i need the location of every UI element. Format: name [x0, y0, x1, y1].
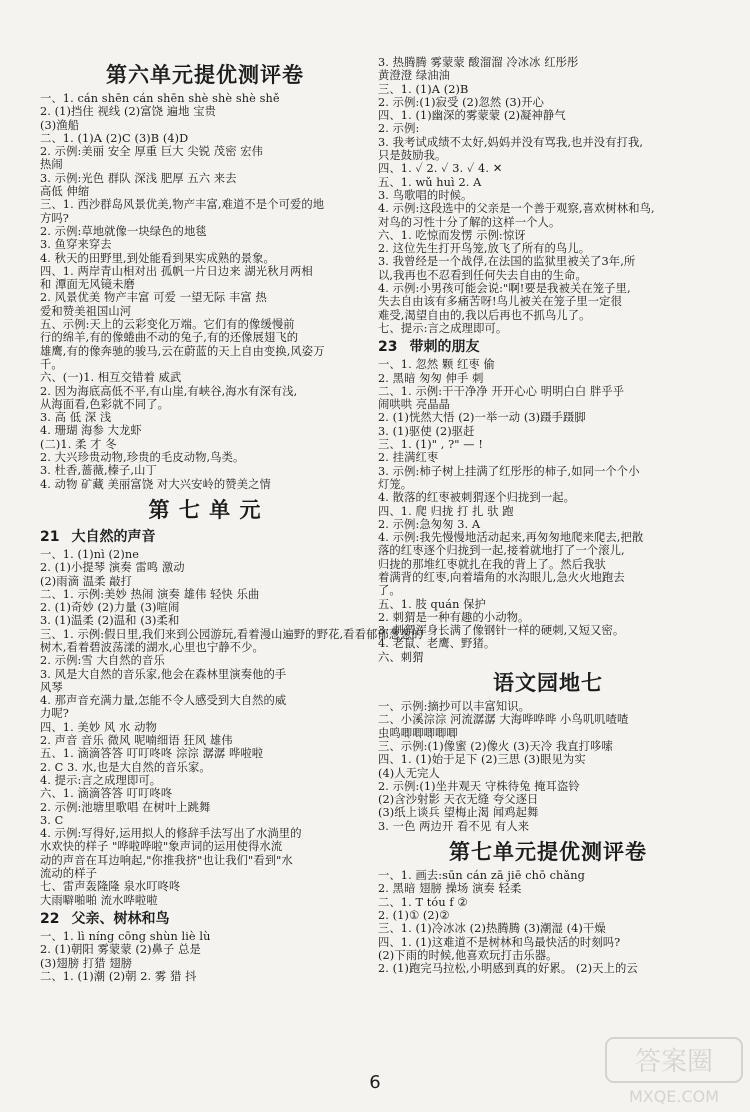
answer-line: 一、1. cán shēn cán shēn shè shè shè shě — [40, 92, 280, 105]
answer-line: 2. 示例: — [378, 122, 420, 136]
answer-line: 三、示例:(1)像蜜 (2)像火 (3)天冷 我直打哆嗦 — [378, 739, 613, 753]
answer-line: (2)含沙射影 天衣无缝 夸父逐日 — [378, 793, 539, 807]
section-heading: 第 七 单 元 — [148, 497, 262, 522]
answer-line: 三、1. (1)" , ?" — ! — [378, 438, 484, 452]
answer-line: 二、1. 示例:美妙 热闹 演奏 雄伟 轻快 乐曲 — [40, 587, 260, 601]
answer-line: 六、刺猬 — [378, 650, 424, 664]
answer-line: 2. 示例:美丽 安全 厚重 巨大 尖锐 茂密 宏伟 — [40, 145, 264, 159]
answer-line: 3. C — [40, 813, 64, 827]
lesson-number: 23 — [378, 339, 398, 356]
answer-line: 闹哄哄 亮晶晶 — [378, 398, 451, 412]
lesson-heading — [40, 909, 370, 930]
lesson-title: 大自然的声音 — [71, 528, 156, 545]
answer-line: 树木,看着碧波荡漾的湖水,心里也宁静不少。 — [40, 640, 264, 654]
answer-line: 4. 散落的红枣被刺猬逐个归拢到一起。 — [378, 491, 576, 505]
answer-line: 2. 挂满红枣 — [378, 451, 439, 465]
answer-line: 2. (1)小提琴 演奏 雷鸣 激动 — [40, 561, 185, 575]
answer-line: 2. 示例:(1)寂受 (2)忽然 (3)开心 — [378, 95, 545, 109]
answer-line: 2. 因为海底高低不平,有山崖,有峡谷,海水有深有浅, — [40, 384, 298, 398]
answer-line: 六、1. 吃惊而发愣 示例:惊讶 — [378, 228, 526, 242]
answer-line: 4. 秋天的田野里,到处能看到果实成熟的景象。 — [40, 251, 275, 265]
answer-line: 2. 黑暗 翅膀 操场 演奏 轻柔 — [378, 882, 522, 896]
answer-line: 五、示例:天上的云彩变化万端。它们有的像缓慢前 — [40, 318, 295, 332]
answer-line: (3)渔船 — [40, 118, 80, 132]
answer-line: 一、1. (1)nì (2)ne — [40, 547, 140, 561]
answer-line: 3. 我曾经是一个战俘,在法国的监狱里被关了3年,所 — [378, 255, 636, 269]
answer-line: 2. (1)奇妙 (2)力量 (3)喧闹 — [40, 601, 180, 615]
answer-line: 二、1. (1)潮 (2)朝 2. 雾 猎 抖 — [40, 969, 197, 983]
answer-line: 3. 热腾腾 雾蒙蒙 酸溜溜 冷冰冰 红彤彤 — [378, 56, 579, 69]
answer-line: 雄鹰,有的像奔驰的骏马,云在蔚蓝的天上自由变换,风姿万 — [40, 344, 325, 358]
answer-line: 4. 珊瑚 海参 大龙虾 — [40, 424, 142, 438]
lesson-heading — [40, 527, 370, 548]
answer-line: 2. 示例:草地就像一块绿色的地毯 — [40, 224, 207, 238]
answer-line: 4. 老鼠、老鹰、野猪。 — [378, 637, 496, 651]
lesson-number: 21 — [40, 528, 60, 545]
answer-line: 3. (1)温柔 (2)温和 (3)柔和 — [40, 614, 180, 628]
answer-line: 四、1. 两岸青山相对出 孤帆一片日边来 湖光秋月两相 — [40, 264, 313, 278]
answer-line: 一、示例:摘抄可以丰富知识。 — [378, 700, 531, 714]
watermark-title: 答案圈 — [634, 1047, 714, 1077]
watermark-url: MXQE.COM — [628, 1087, 720, 1106]
answer-line: 二、1. 示例:干干净净 开开心心 明明白白 胖乎乎 — [378, 384, 625, 398]
answer-line: 2. 示例:雪 大自然的音乐 — [40, 654, 165, 668]
section-heading: 第七单元提优测评卷 — [449, 840, 647, 865]
answer-line: 4. 动物 矿藏 美丽富饶 对大兴安岭的赞美之情 — [40, 477, 271, 491]
answer-line: 3. 杜香,蔷薇,榛子,山丁 — [40, 464, 157, 478]
answer-line: 2. 风景优美 物产丰富 可爱 一望无际 丰富 热 — [40, 291, 267, 305]
answer-line: 了。 — [378, 584, 401, 598]
answer-line: 风琴 — [40, 680, 63, 694]
answer-line: 二、1. T tóu f ② — [378, 895, 468, 909]
answer-line: 4. 那声音充满力量,怎能不令人感受到大自然的威 — [40, 694, 287, 708]
answer-line: 落的红枣逐个归拢到一起,接着就地打了一个滚儿, — [378, 544, 625, 558]
answer-line: 力呢? — [40, 707, 69, 721]
answer-line: 4. 示例:这段选中的父亲是一个善于观察,喜欢树林和鸟, — [378, 202, 655, 216]
answer-line: 以,我再也不忍看到任何失去自由的生命。 — [378, 268, 587, 282]
answer-line: 3. 我考试成绩不太好,妈妈并没有骂我,也并没有打我, — [378, 135, 644, 149]
answer-line: 和 潭面无风镜未磨 — [40, 278, 135, 292]
answer-line: (2)下雨的时候,他喜欢玩打击乐器。 — [378, 948, 558, 962]
answer-line: 行的绵羊,有的像蜷曲不动的兔子,有的还像展翅飞的 — [40, 331, 299, 345]
answer-line: 4. 示例:我先慢慢地活动起来,再匆匆地爬来爬去,把散 — [378, 531, 644, 545]
answer-line: 2. (1)① (2)② — [378, 908, 450, 922]
right-column — [378, 56, 718, 975]
answer-line: 4. 提示:言之成理即可。 — [40, 773, 162, 787]
answer-line: 3. 高 低 深 浅 — [40, 411, 112, 425]
answer-line: 高低 伸缩 — [40, 185, 90, 199]
answer-line: 四、1. 美妙 风 水 动物 — [40, 720, 157, 734]
answer-line: 从海面看,色彩就不同了。 — [40, 397, 170, 411]
answer-line: 2. (1)朝阳 雾蒙蒙 (2)鼻子 总是 — [40, 943, 201, 957]
answer-line: 2. 示例:(1)坐井观天 守株待兔 掩耳盗铃 — [378, 779, 580, 793]
answer-line: 爱和赞美祖国山河 — [40, 304, 132, 318]
answer-line: 四、1. (1)始于足下 (2)三思 (3)眼见为实 — [378, 753, 586, 767]
answer-line: 三、1. (1)冷冰冰 (2)热腾腾 (3)潮湿 (4)干燥 — [378, 922, 606, 936]
answer-line: 3. 鸟歌唱的时候。 — [378, 188, 473, 202]
answer-line: (2)雨滴 温柔 敲打 — [40, 574, 133, 588]
answer-line: 4. 示例:小男孩可能会说:"啊!要是我被关在笼子里, — [378, 282, 631, 296]
answer-line: 五、1. 肢 quán 保护 — [378, 597, 486, 611]
answer-line: 一、1. 忽然 颗 红枣 偷 — [378, 358, 495, 372]
answer-line: 二、小溪淙淙 河流潺潺 大海哗哗哗 小鸟叽叽喳喳 — [378, 713, 629, 727]
answer-line: 水欢快的样子 "哗啦哗啦"象声词的运用使得水流 — [40, 840, 283, 854]
answer-line: (二)1. 柔 才 冬 — [40, 437, 117, 451]
lesson-title: 父亲、树林和鸟 — [71, 910, 170, 927]
answer-line: 3. 刺猬浑身长满了像钢针一样的硬刺,又短又密。 — [378, 624, 625, 638]
answer-line: 失去自由该有多痛苦呀!鸟儿被关在笼子里一定很 — [378, 295, 622, 309]
answer-line: 2. 示例:池塘里歌唱 在树叶上跳舞 — [40, 800, 211, 814]
answer-line: 一、1. 画去:sūn cán zā jiē chō chǎng — [378, 869, 585, 883]
watermark-logo — [604, 1036, 744, 1108]
answer-line: 方吗? — [40, 211, 69, 225]
answer-line: 3. (1)驱使 (2)驱赶 — [378, 424, 475, 438]
answer-line: 大雨噼啪啪 流水哗啦啦 — [40, 893, 158, 907]
answer-line: 千。 — [40, 357, 63, 371]
answer-line: 四、1. (1)这难道不是树林和鸟最快活的时刻吗? — [378, 935, 621, 949]
answer-line: 3. 一色 两边开 看不见 有人来 — [378, 819, 530, 833]
answer-line: 难受,渴望自由的,我以后再也不抓鸟儿了。 — [378, 308, 591, 322]
answer-line: 3. 鱼穿来穿去 — [40, 238, 112, 252]
answer-line: 2. (1)恍然大悟 (2)一举一动 (3)蹑手蹑脚 — [378, 411, 586, 425]
answer-line: 六、1. 滴滴答答 叮叮咚咚 — [40, 787, 173, 801]
answer-line: (3)纸上谈兵 望梅止渴 闻鸡起舞 — [378, 806, 539, 820]
answer-line: 四、1. (1)幽深的雾蒙蒙 (2)凝神静气 — [378, 109, 566, 123]
answer-line: 动的声音在耳边响起,"你推我挤"也让我们"看到"水 — [40, 853, 293, 867]
answer-line: 七、雷声轰隆隆 泉水叮咚咚 — [40, 880, 181, 894]
answer-line: 对鸟的习性十分了解的这样一个人。 — [378, 215, 561, 229]
answer-line: 2. 黑暗 匆匆 伸手 刺 — [378, 371, 484, 385]
answer-line: 4. 示例:写得好,运用拟人的修辞手法写出了水淌里的 — [40, 827, 302, 841]
page-number: 6 — [369, 1072, 381, 1093]
answer-line: (3)翅膀 打猎 翅膀 — [40, 956, 133, 970]
answer-line: 四、1. 爬 归拢 打 扎 驮 跑 — [378, 504, 514, 518]
answer-line: 黄澄澄 绿油油 — [378, 69, 451, 83]
answer-line: 三、1. (1)A (2)B — [378, 82, 469, 96]
answer-line: (4)人无完人 — [378, 766, 440, 780]
answer-line: 3. 示例:光色 群队 深浅 肥厚 五六 来去 — [40, 171, 237, 185]
answer-line: 热闹 — [40, 158, 63, 172]
answer-line: 六、(一)1. 相互交错着 威武 — [40, 371, 182, 385]
section-heading: 语文园地七 — [493, 671, 603, 696]
answer-line: 虫鸣唧唧唧唧唧 — [378, 726, 458, 740]
lesson-heading — [378, 337, 718, 358]
answer-line: 2. 声音 音乐 微风 呢喃细语 狂风 雄伟 — [40, 734, 233, 748]
answer-line: 2. (1)挡住 视线 (2)富饶 遍地 宝贵 — [40, 105, 217, 119]
answer-line: 四、1. ✓ 2. ✓ 3. ✓ 4. ✕ — [378, 162, 503, 176]
answer-line: 五、1. 滴滴答答 叮叮咚咚 淙淙 潺潺 哗啦啦 — [40, 747, 264, 761]
answer-line: 灯笼。 — [378, 477, 413, 491]
answer-line: 二、1. (1)A (2)C (3)B (4)D — [40, 131, 189, 145]
answer-line: 2. 刺猬是一种有趣的小动物。 — [378, 610, 530, 624]
answer-line: 着满背的红枣,向着墙角的水沟眼儿,急火火地跑去 — [378, 570, 625, 584]
answer-line: 三、1. 示例:假日里,我们来到公园游玩,看着漫山遍野的野花,看看郁郁葱葱的 — [40, 627, 423, 641]
answer-line: 归拢的那堆红枣就扎在我的背上了。然后我驮 — [378, 557, 606, 571]
answer-line: 2. 示例:急匆匆 3. A — [378, 517, 481, 531]
answer-line: 只是鼓励我。 — [378, 149, 447, 163]
answer-line: 2. 大兴珍贵动物,珍贵的毛皮动物,鸟类。 — [40, 451, 245, 465]
lesson-number: 22 — [40, 910, 60, 927]
answer-line: 七、提示:言之成理即可。 — [378, 321, 508, 335]
answer-line: 2. 这位先生打开鸟笼,放飞了所有的鸟儿。 — [378, 242, 591, 256]
answer-line: 五、1. wǔ huì 2. A — [378, 175, 482, 189]
answer-line: 3. 示例:柿子树上挂满了红彤彤的柿子,如同一个个小 — [378, 464, 640, 478]
lesson-title: 带刺的朋友 — [409, 339, 480, 356]
answer-line: 3. 风是大自然的音乐家,他会在森林里演奏他的手 — [40, 667, 287, 681]
answer-line: 一、1. lì níng cōng shùn liè lù — [40, 929, 211, 943]
section-heading: 第六单元提优测评卷 — [106, 63, 304, 87]
answer-line: 流动的样子 — [40, 867, 97, 881]
answer-line: 三、1. 西沙群岛风景优美,物产丰富,难道不是个可爱的地 — [40, 198, 325, 212]
answer-line: 2. C 3. 水,也是大自然的音乐家。 — [40, 760, 211, 774]
answer-line: 2. (1)跑完马拉松,小明感到真的好累。 (2)天上的云 — [378, 962, 638, 976]
